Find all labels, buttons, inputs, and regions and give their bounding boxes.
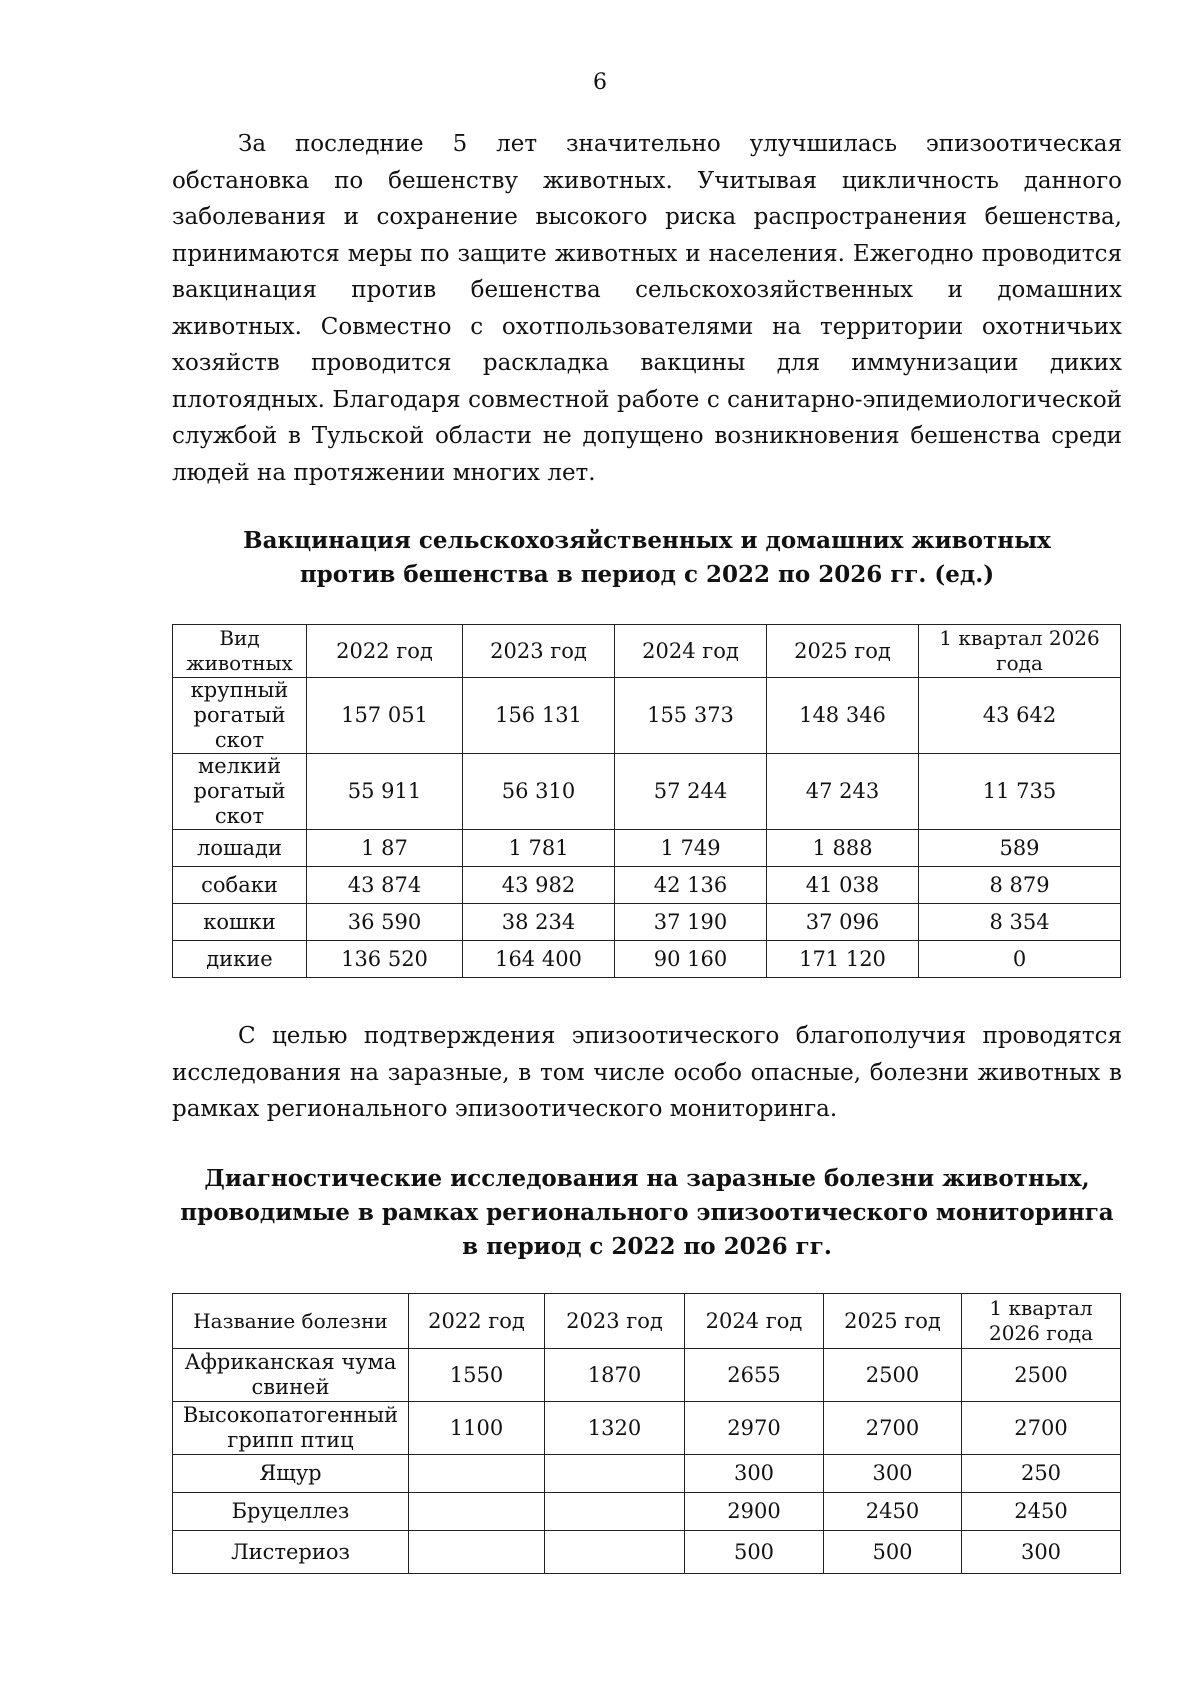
page-number: 6 [593,70,607,95]
row-label: лошади [173,830,307,867]
table-cell: 47 243 [767,754,919,830]
table-cell: 1550 [409,1349,545,1402]
table-cell: 57 244 [615,754,767,830]
table-cell: 2900 [685,1493,824,1531]
diagnostics-table [172,1293,1121,1574]
diagnostics-title-line-2: проводимые в рамках регионального эпизоотического мониторинга [180,1199,1114,1226]
table-cell: 136 520 [307,941,463,978]
table-cell: 300 [962,1531,1121,1574]
table-cell: 148 346 [767,678,919,754]
table-cell: 2970 [685,1402,824,1455]
table-cell: 55 911 [307,754,463,830]
table-cell: 156 131 [463,678,615,754]
table-cell: 171 120 [767,941,919,978]
vaccination-table-title [172,524,1122,592]
row-label: кошки [173,904,307,941]
header-2022: 2022 год [409,1294,545,1349]
header-2025: 2025 год [824,1294,962,1349]
table-cell: 2655 [685,1349,824,1402]
table-cell: 1 87 [307,830,463,867]
table-cell: 500 [824,1531,962,1574]
intro-paragraph: За последние 5 лет значительно улучшилась эпизоотическая обстановка по бешенству животных. Учитывая цикличность данного заболевания и сохранение высокого риска распространения бешенства, принимаются меры по защите животных и населения. Ежегодно проводится вакцинация против бешенства сельскохозяйственных и домашних животных. Совместно с охотпользователями на территории охотничьих хозяйств проводится раскладка вакцины для иммунизации диких плотоядных. Благодаря совместной работе с санитарно-эпидемиологической службой в Тульской области не допущено возникновения бешенства среди людей на протяжении многих лет. [172,131,1122,486]
row-label: Ящур [173,1455,409,1493]
table-cell: 37 190 [615,904,767,941]
header-disease-name: Название болезни [173,1294,409,1349]
table-cell: 0 [919,941,1121,978]
row-label: Африканская чума свиней [173,1349,409,1402]
table-cell: 36 590 [307,904,463,941]
table-row [173,1531,1121,1574]
table-cell: 1320 [545,1402,685,1455]
table-cell: 43 642 [919,678,1121,754]
table-cell: 1100 [409,1402,545,1455]
table-cell: 56 310 [463,754,615,830]
table-cell: 155 373 [615,678,767,754]
table-header-row [173,625,1121,678]
diagnostics-title-line-3: в период с 2022 по 2026 гг. [462,1233,832,1260]
header-q1-2026: 1 квартал 2026 года [962,1294,1121,1349]
table-header-row [173,1294,1121,1349]
table-row [173,1455,1121,1493]
table-cell [545,1493,685,1531]
table-cell [409,1493,545,1531]
table-row [173,1349,1121,1402]
row-label: собаки [173,867,307,904]
table-cell: 11 735 [919,754,1121,830]
table-cell: 157 051 [307,678,463,754]
table-cell [409,1455,545,1493]
monitoring-paragraph: С целью подтверждения эпизоотического благополучия проводятся исследования на заразные, в том числе особо опасные, болезни животных в рамках регионального эпизоотического мониторинга. [172,1023,1122,1122]
table-cell: 300 [685,1455,824,1493]
header-q1-2026: 1 квартал 2026 года [919,625,1121,678]
table-cell: 41 038 [767,867,919,904]
table-cell: 1 749 [615,830,767,867]
table-row [173,754,1121,830]
diagnostics-title-line-1: Диагностические исследования на заразные болезни животных, [204,1165,1090,1192]
vaccination-title-line-2: против бешенства в период с 2022 по 2026 гг. (ед.) [299,561,995,588]
table-cell: 43 874 [307,867,463,904]
table-cell: 300 [824,1455,962,1493]
table-cell: 8 354 [919,904,1121,941]
table-cell: 2700 [962,1402,1121,1455]
row-label: Высокопатогенный грипп птиц [173,1402,409,1455]
header-2024: 2024 год [615,625,767,678]
table-cell: 2450 [824,1493,962,1531]
header-2023: 2023 год [463,625,615,678]
table-cell: 90 160 [615,941,767,978]
table-cell: 589 [919,830,1121,867]
header-2023: 2023 год [545,1294,685,1349]
table-cell: 2450 [962,1493,1121,1531]
header-2022: 2022 год [307,625,463,678]
table-cell [545,1531,685,1574]
table-cell: 500 [685,1531,824,1574]
table-cell: 1 781 [463,830,615,867]
table-cell: 43 982 [463,867,615,904]
table-row [173,904,1121,941]
header-2024: 2024 год [685,1294,824,1349]
table-cell: 164 400 [463,941,615,978]
table-row [173,830,1121,867]
header-2025: 2025 год [767,625,919,678]
diagnostics-table-title [172,1162,1122,1264]
table-cell [545,1455,685,1493]
table-row [173,941,1121,978]
table-cell: 37 096 [767,904,919,941]
table-cell: 8 879 [919,867,1121,904]
table-cell: 1870 [545,1349,685,1402]
row-label: Бруцеллез [173,1493,409,1531]
row-label: крупный рогатый скот [173,678,307,754]
vaccination-table [172,624,1121,978]
table-cell: 42 136 [615,867,767,904]
vaccination-title-line-1: Вакцинация сельскохозяйственных и домашних животных [243,527,1051,554]
table-cell [409,1531,545,1574]
table-row [173,1402,1121,1455]
table-row [173,678,1121,754]
table-row [173,1493,1121,1531]
table-row [173,867,1121,904]
row-label: мелкий рогатый скот [173,754,307,830]
table-cell: 2700 [824,1402,962,1455]
header-animal-type: Вид животных [173,625,307,678]
table-cell: 2500 [824,1349,962,1402]
row-label: дикие [173,941,307,978]
table-cell: 38 234 [463,904,615,941]
table-cell: 2500 [962,1349,1121,1402]
table-cell: 1 888 [767,830,919,867]
table-cell: 250 [962,1455,1121,1493]
row-label: Листериоз [173,1531,409,1574]
